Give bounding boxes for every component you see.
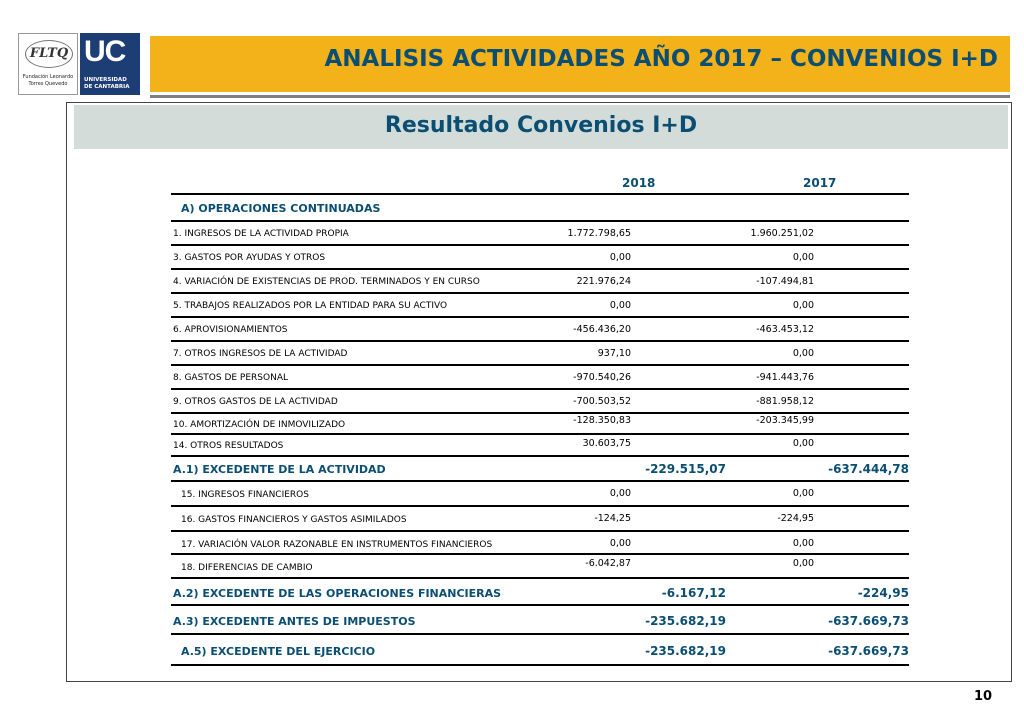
row-value-2018: -124,25	[594, 513, 631, 524]
table-row	[171, 222, 909, 246]
row-label: 8. GASTOS DE PERSONAL	[173, 373, 288, 383]
column-header-2018: 2018	[622, 176, 656, 190]
table-header-rule	[171, 193, 909, 195]
row-value-2017: 0,00	[792, 348, 814, 359]
row-value-2017: 0,00	[792, 488, 814, 499]
row-value-2018: 221.976,24	[576, 276, 631, 287]
row-value-2018: 30.603,75	[582, 438, 631, 449]
table-row-total-a1	[171, 457, 909, 482]
row-label: A.2) EXCEDENTE DE LAS OPERACIONES FINANCIERAS	[173, 587, 502, 600]
table-row	[171, 482, 909, 507]
row-value-2018: -235.682,19	[645, 614, 726, 628]
row-label: 5. TRABAJOS REALIZADOS POR LA ENTIDAD PARA SU ACTIVO	[173, 301, 448, 311]
header-divider	[150, 95, 1010, 98]
table-row-total-a5	[171, 635, 909, 666]
section-subtitle: Resultado Convenios I+D	[384, 113, 698, 138]
table-row	[171, 507, 909, 532]
table-row-total-a3	[171, 606, 909, 635]
table-row	[171, 318, 909, 342]
row-label: 14. OTROS RESULTADOS	[173, 441, 284, 451]
fltq-logo-mark: FLTQ	[25, 40, 73, 68]
row-label: 10. AMORTIZACIÓN DE INMOVILIZADO	[173, 420, 346, 430]
row-value-2017: 0,00	[792, 300, 814, 311]
row-value-2017: -637.669,73	[828, 644, 909, 658]
row-label: A.5) EXCEDENTE DEL EJERCICIO	[181, 645, 376, 658]
row-value-2018: -6.042,87	[585, 558, 631, 569]
table-row	[171, 294, 909, 318]
uc-logo-mark: UC	[84, 35, 126, 68]
row-value-2018: -456.436,20	[573, 324, 631, 335]
table-row	[171, 532, 909, 555]
row-value-2017: 1.960.251,02	[750, 228, 814, 239]
table-row	[171, 555, 909, 579]
row-value-2018: -700.503,52	[573, 396, 631, 407]
row-label: 16. GASTOS FINANCIEROS Y GASTOS ASIMILADOS	[181, 515, 407, 525]
row-value-2018: -6.167,12	[661, 586, 726, 600]
row-label: 4. VARIACIÓN DE EXISTENCIAS DE PROD. TERMINADOS Y EN CURSO	[173, 277, 480, 287]
table-row-section-a	[171, 196, 909, 222]
row-value-2018: 0,00	[609, 538, 631, 549]
row-value-2017: -203.345,99	[756, 415, 814, 426]
row-label: 7. OTROS INGRESOS DE LA ACTIVIDAD	[173, 349, 348, 359]
uc-logo-line1: UNIVERSIDAD	[84, 77, 127, 83]
header-bar	[150, 36, 1010, 92]
table-row	[171, 270, 909, 294]
row-value-2017: -637.669,73	[828, 614, 909, 628]
row-value-2018: 0,00	[609, 300, 631, 311]
fltq-logo-line2: Torres Quevedo	[28, 81, 68, 87]
row-value-2017: -224,95	[857, 586, 909, 600]
row-value-2017: 0,00	[792, 252, 814, 263]
uc-logo	[80, 33, 140, 95]
table-row	[171, 435, 909, 457]
row-value-2017: -637.444,78	[828, 462, 909, 476]
row-value-2018: 937,10	[597, 348, 631, 359]
row-value-2017: 0,00	[792, 538, 814, 549]
subtitle-band	[74, 105, 1008, 149]
row-value-2017: 0,00	[792, 438, 814, 449]
uc-logo-line2: DE CANTABRIA	[84, 84, 130, 90]
row-value-2017: -463.453,12	[756, 324, 814, 335]
row-label: A.3) EXCEDENTE ANTES DE IMPUESTOS	[173, 615, 416, 628]
table-row	[171, 342, 909, 366]
page-number: 10	[974, 689, 993, 704]
row-label: 3. GASTOS POR AYUDAS Y OTROS	[173, 253, 326, 263]
row-value-2017: -881.958,12	[756, 396, 814, 407]
table-row	[171, 246, 909, 270]
row-label: 1. INGRESOS DE LA ACTIVIDAD PROPIA	[173, 229, 349, 239]
row-value-2017: -224,95	[777, 513, 814, 524]
column-header-2017: 2017	[803, 176, 837, 190]
row-label: 17. VARIACIÓN VALOR RAZONABLE EN INSTRUMENTOS FINANCIEROS	[181, 540, 493, 550]
table-row	[171, 390, 909, 414]
page-title: ANALISIS ACTIVIDADES AÑO 2017 – CONVENIOS I+D	[324, 46, 998, 72]
row-value-2018: -970.540,26	[573, 372, 631, 383]
table-row	[171, 366, 909, 390]
row-label: 18. DIFERENCIAS DE CAMBIO	[181, 563, 313, 573]
row-value-2018: 0,00	[609, 488, 631, 499]
row-label: 6. APROVISIONAMIENTOS	[173, 325, 288, 335]
row-value-2018: 1.772.798,65	[567, 228, 631, 239]
row-label: 15. INGRESOS FINANCIEROS	[181, 490, 309, 500]
table-row-total-a2	[171, 579, 909, 606]
fltq-logo-line1: Fundación Leonardo	[22, 74, 74, 80]
row-label: 9. OTROS GASTOS DE LA ACTIVIDAD	[173, 397, 338, 407]
row-value-2018: -128.350,83	[573, 415, 631, 426]
row-value-2018: -235.682,19	[645, 644, 726, 658]
fltq-logo	[18, 33, 78, 95]
row-value-2017: 0,00	[792, 558, 814, 569]
row-label: A) OPERACIONES CONTINUADAS	[181, 202, 381, 215]
table-row	[171, 414, 909, 435]
row-value-2018: -229.515,07	[645, 462, 726, 476]
row-value-2017: -107.494,81	[756, 276, 814, 287]
row-value-2018: 0,00	[609, 252, 631, 263]
row-value-2017: -941.443,76	[756, 372, 814, 383]
row-label: A.1) EXCEDENTE DE LA ACTIVIDAD	[173, 463, 386, 476]
